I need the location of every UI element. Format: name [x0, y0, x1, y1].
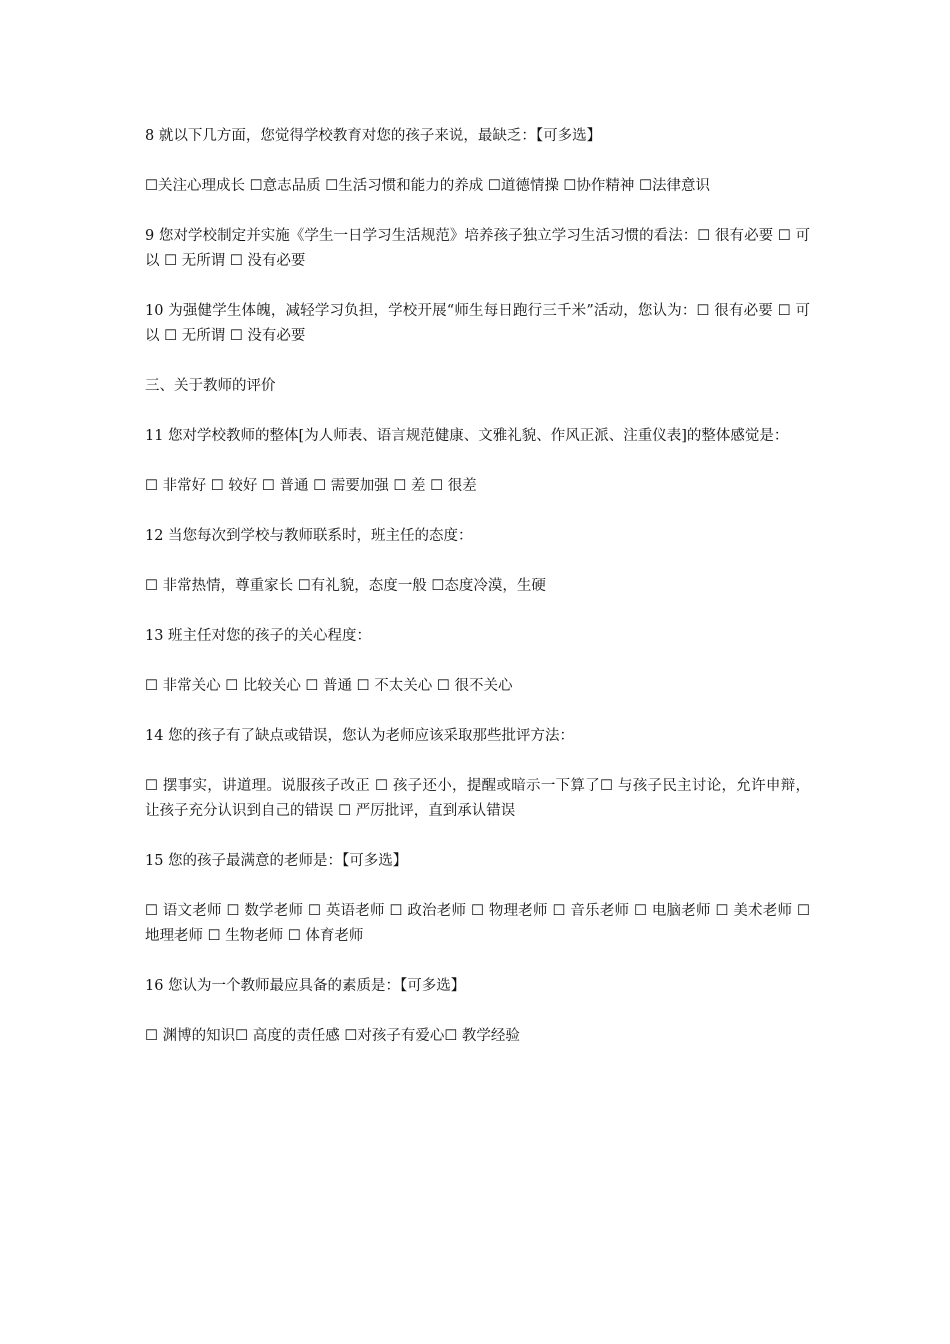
question-13-text: 13 班主任对您的孩子的关心程度：: [145, 628, 372, 644]
question-14-text: 14 您的孩子有了缺点或错误，您认为老师应该采取那些批评方法：: [145, 728, 575, 744]
question-8-options[interactable]: ☐关注心理成长 ☐意志品质 ☐生活习惯和能力的养成 ☐道德情操 ☐协作精神 ☐法律意识: [145, 178, 711, 194]
question-12-text: 12 当您每次到学校与教师联系时，班主任的态度：: [145, 528, 473, 544]
question-11-options[interactable]: ☐ 非常好 ☐ 较好 ☐ 普通 ☐ 需要加强 ☐ 差 ☐ 很差: [145, 478, 477, 494]
question-10-text[interactable]: 10 为强健学生体魄，减轻学习负担，学校开展“师生每日跑行三千米”活动，您认为：☐ 很有必要 ☐ 可以 ☐ 无所谓 ☐ 没有必要: [145, 303, 810, 344]
question-8-text: 8 就以下几方面，您觉得学校教育对您的孩子来说，最缺乏：【可多选】: [145, 128, 602, 144]
document-page: [145, 124, 810, 1074]
question-12-options[interactable]: ☐ 非常热情，尊重家长 ☐有礼貌，态度一般 ☐态度冷漠，生硬: [145, 578, 546, 594]
question-14-options[interactable]: ☐ 摆事实，讲道理。说服孩子改正 ☐ 孩子还小，提醒或暗示一下算了☐ 与孩子民主讨论，允许申辩，让孩子充分认识到自己的错误 ☐ 严厉批评，直到承认错误: [145, 778, 810, 819]
question-11-text: 11 您对学校教师的整体[为人师表、语言规范健康、文雅礼貌、作风正派、注重仪表]的整体感觉是：: [145, 428, 789, 444]
question-16-options[interactable]: ☐ 渊博的知识☐ 高度的责任感 ☐对孩子有爱心☐ 教学经验: [145, 1028, 520, 1044]
question-15-options[interactable]: ☐ 语文老师 ☐ 数学老师 ☐ 英语老师 ☐ 政治老师 ☐ 物理老师 ☐ 音乐老师 ☐ 电脑老师 ☐ 美术老师 ☐ 地理老师 ☐ 生物老师 ☐ 体育老师: [145, 903, 810, 944]
question-16-text: 16 您认为一个教师最应具备的素质是：【可多选】: [145, 978, 466, 994]
question-9-text[interactable]: 9 您对学校制定并实施《学生一日学习生活规范》培养孩子独立学习生活习惯的看法：☐ 很有必要 ☐ 可以 ☐ 无所谓 ☐ 没有必要: [145, 228, 810, 269]
section-heading-teacher-evaluation: 三、关于教师的评价: [145, 378, 276, 394]
question-13-options[interactable]: ☐ 非常关心 ☐ 比较关心 ☐ 普通 ☐ 不太关心 ☐ 很不关心: [145, 678, 513, 694]
question-15-text: 15 您的孩子最满意的老师是：【可多选】: [145, 853, 408, 869]
